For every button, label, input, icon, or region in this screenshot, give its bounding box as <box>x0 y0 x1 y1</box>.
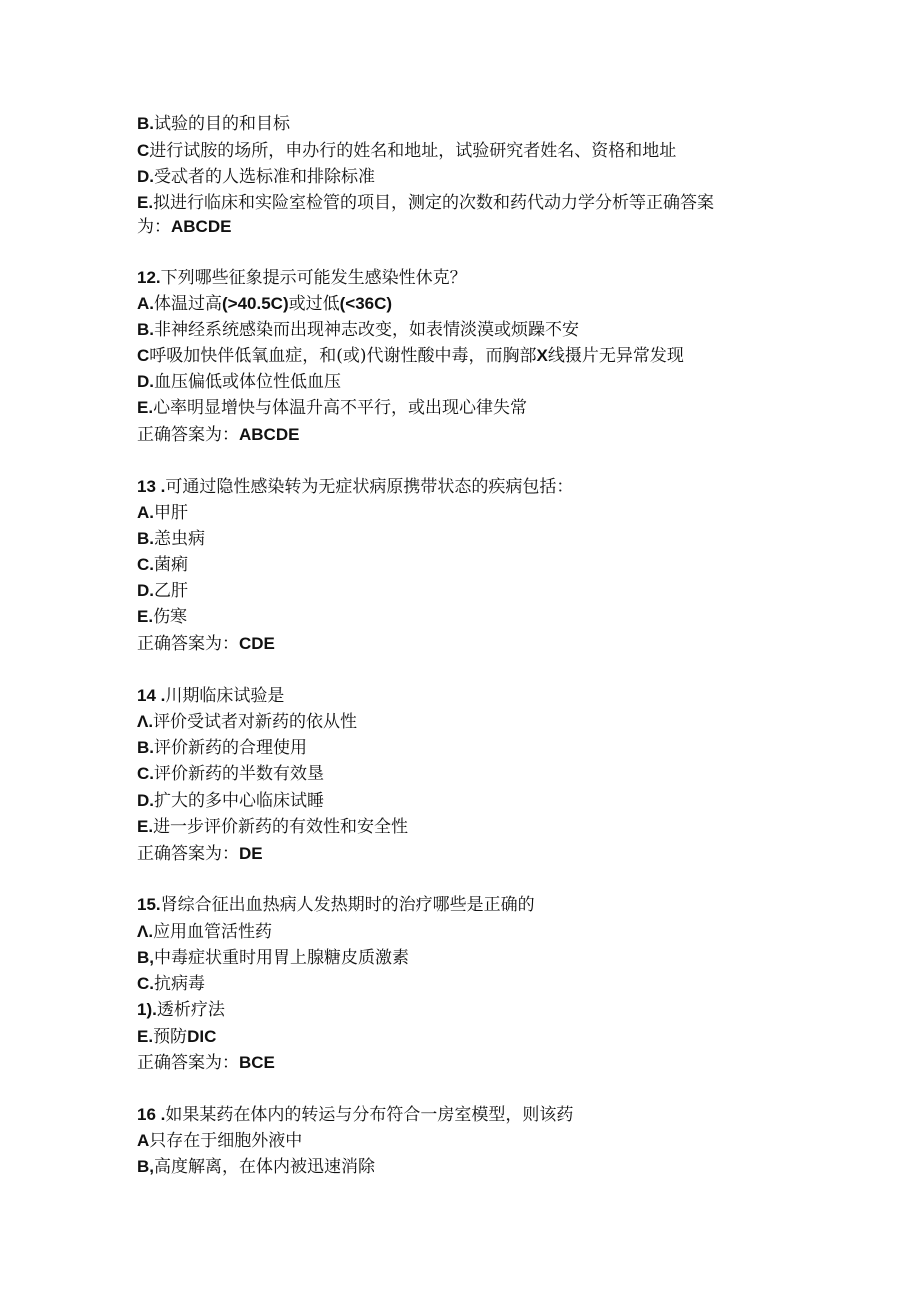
option-text: 非神经系统感染而出现神志改变，如表情淡漠或烦躁不安 <box>154 320 579 340</box>
option-label: B. <box>137 529 154 548</box>
answer-line <box>137 843 263 865</box>
option-label: A <box>137 1131 150 1150</box>
question-number: 15. <box>137 895 161 914</box>
question-number: 13 . <box>137 477 166 496</box>
option-line <box>137 1130 302 1152</box>
option-label: D. <box>137 167 154 186</box>
option-text: 抗病毒 <box>154 974 205 994</box>
option-label: Λ. <box>137 922 154 941</box>
option-label: A. <box>137 503 154 522</box>
option-label: B. <box>137 320 154 339</box>
option-text: 试验的目的和目标 <box>154 114 290 134</box>
question-text: 肾综合征出血热病人发热期时的治疗哪些是正确的 <box>160 895 535 915</box>
option-line <box>137 999 225 1021</box>
option-line <box>137 1156 375 1178</box>
option-text: 进一步评价新药的有效性和安全性 <box>153 817 409 837</box>
option-line <box>137 606 187 628</box>
option-text: 受忒者的人选标准和排除标准 <box>154 167 375 187</box>
answer-prefix: 正确答案为： <box>137 844 239 864</box>
option-line <box>137 293 392 315</box>
option-line <box>137 554 188 576</box>
answer-line <box>137 216 231 238</box>
option-text: 进行试胺的场所，申办行的姓名和地址，试验研究者姓名、资格和地址 <box>149 141 677 161</box>
answer-prefix: 为： <box>137 217 171 237</box>
option-label: D. <box>137 581 154 600</box>
option-line <box>137 166 375 188</box>
option-line <box>137 737 307 759</box>
option-value: (<36C) <box>339 294 393 313</box>
option-text: 应用血管活性药 <box>153 922 273 942</box>
option-line <box>137 140 676 162</box>
option-text: 心率明显增快与体温升高不平行，或出现心律失常 <box>153 398 528 418</box>
answer-line <box>137 633 275 655</box>
option-value: (>40.5C) <box>222 294 289 313</box>
option-label: B. <box>137 738 154 757</box>
option-line <box>137 763 324 785</box>
option-text: 透析疗法 <box>156 1000 225 1020</box>
option-line <box>137 502 188 524</box>
question-number: 12. <box>137 268 161 287</box>
option-text: 呼吸加快伴低氧血症，和(或)代谢性酸中毒，而胸部 <box>149 346 537 366</box>
option-text: 菌痢 <box>154 555 188 575</box>
answer-value: CDE <box>239 634 275 653</box>
answer-prefix: 正确答案为： <box>137 425 239 445</box>
option-label: D. <box>137 791 154 810</box>
question-line <box>137 1104 573 1126</box>
question-text: 可通过隐性感染转为无症状病原携带状态的疾病包括： <box>165 477 574 497</box>
option-line <box>137 947 409 969</box>
question-number: 14 . <box>137 686 166 705</box>
option-value: X <box>536 346 548 365</box>
option-text: 评价受试者对新药的依从性 <box>153 712 358 732</box>
option-text: 乙肝 <box>154 581 188 601</box>
answer-value: ABCDE <box>239 425 300 444</box>
option-text: 线摄片无异常发现 <box>547 346 684 366</box>
option-text: 伤寒 <box>153 607 188 627</box>
question-text: 川期临床试验是 <box>165 686 285 706</box>
answer-value: BCE <box>239 1053 275 1072</box>
option-label: E. <box>137 817 154 836</box>
option-label: C. <box>137 974 154 993</box>
option-text: 高度解离，在体内被迅速消除 <box>154 1157 375 1177</box>
answer-prefix: 正确答案为： <box>137 634 239 654</box>
question-number: 16 . <box>137 1105 166 1124</box>
question-text: 下列哪些征象提示可能发生感染性休克？ <box>160 268 467 288</box>
option-label: B, <box>137 1157 154 1176</box>
question-line <box>137 267 467 289</box>
option-text: 拟进行临床和实险室检管的项目，测定的次数和药代动力学分析等正确答案 <box>153 193 715 213</box>
option-label: D. <box>137 372 154 391</box>
question-line <box>137 476 573 498</box>
option-line <box>137 345 684 367</box>
option-text: 血压偏低或体位性低血压 <box>154 372 341 392</box>
option-text: 预防 <box>153 1027 188 1047</box>
option-label: 1). <box>137 1000 157 1019</box>
option-text: 恙虫病 <box>154 529 205 549</box>
option-line <box>137 921 272 943</box>
option-line <box>137 113 290 135</box>
answer-value: DE <box>239 844 263 863</box>
question-line <box>137 685 284 707</box>
answer-prefix: 正确答案为： <box>137 1053 239 1073</box>
option-text: 评价新药的合理使用 <box>154 738 307 758</box>
option-label: Λ. <box>137 712 154 731</box>
option-text: 只存在于细胞外液中 <box>149 1131 303 1151</box>
option-value: DIC <box>187 1027 217 1046</box>
option-label: C <box>137 346 150 365</box>
option-line <box>137 973 205 995</box>
option-line <box>137 790 324 812</box>
option-label: B, <box>137 948 154 967</box>
option-line <box>137 192 714 214</box>
option-text: 或过低 <box>288 294 340 314</box>
option-line <box>137 580 188 602</box>
option-text: 中毒症状重时用胃上腺糖皮质激素 <box>154 948 409 968</box>
option-line <box>137 319 579 341</box>
question-line <box>137 894 535 916</box>
option-label: A. <box>137 294 154 313</box>
option-line <box>137 711 357 733</box>
option-text: 扩大的多中心临床试睡 <box>154 791 324 811</box>
option-label: C <box>137 141 150 160</box>
option-line <box>137 371 341 393</box>
option-label: C. <box>137 764 154 783</box>
option-line <box>137 528 205 550</box>
option-label: E. <box>137 398 154 417</box>
question-text: 如果某药在体内的转运与分布符合一房室模型，则该药 <box>165 1105 574 1125</box>
option-line <box>137 397 527 419</box>
option-text: 甲肝 <box>154 503 188 523</box>
option-label: E. <box>137 607 154 626</box>
answer-line <box>137 1052 275 1074</box>
answer-line <box>137 424 299 446</box>
option-line <box>137 1026 216 1048</box>
option-text: 评价新药的半数有效垦 <box>154 764 324 784</box>
option-line <box>137 816 408 838</box>
option-label: E. <box>137 193 154 212</box>
option-text: 体温过高 <box>154 294 222 314</box>
option-label: C. <box>137 555 154 574</box>
option-label: B. <box>137 114 154 133</box>
option-label: E. <box>137 1027 154 1046</box>
answer-value: ABCDE <box>171 217 232 236</box>
